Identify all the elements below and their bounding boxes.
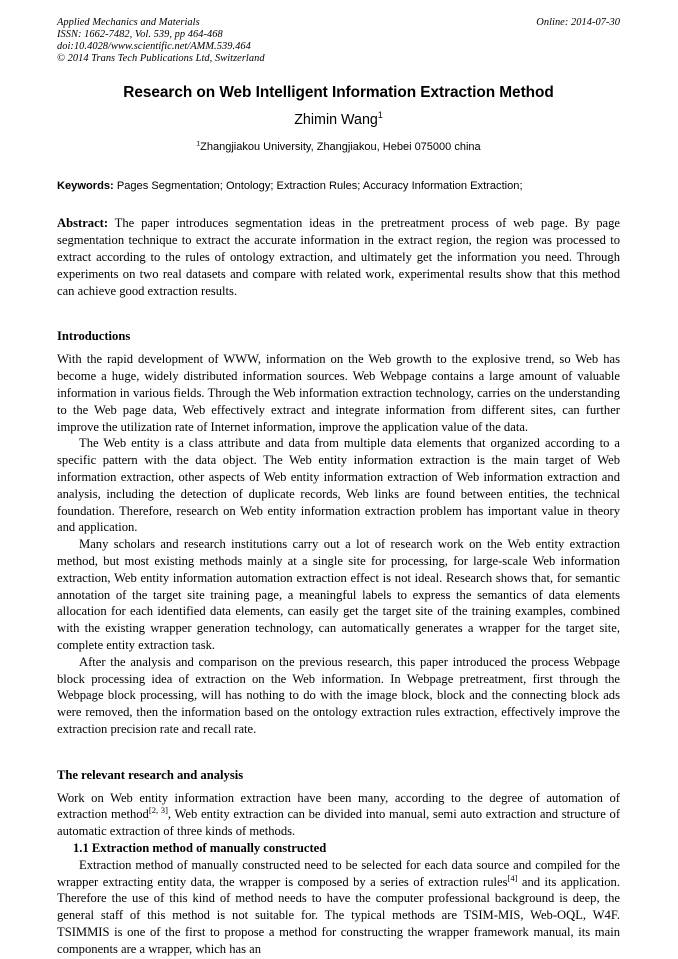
relevant-research-paragraph-1 <box>57 790 620 840</box>
relevant-research-text-b: , Web entity extraction can be divided into manual, semi auto extraction and structure of automatic extraction of three kinds of methods. <box>57 807 621 839</box>
online-date: Online: 2014-07-30 <box>536 17 620 28</box>
author-name: Zhimin Wang <box>294 112 378 129</box>
subsection-1-1-paragraph <box>57 857 620 958</box>
journal-doi-line: doi:10.4028/www.scientific.net/AMM.539.464 <box>57 41 251 53</box>
journal-header <box>57 17 620 65</box>
keywords-text: Pages Segmentation; Ontology; Extraction Rules; Accuracy Information Extraction; <box>116 180 523 193</box>
intro-paragraph-3: Many scholars and research institutions carry out a lot of research work on the Web entity extraction method, but most existing methods mainly at a single site for processing, for large-scale Web information extraction, Web entity information automation extraction effect is not ideal. Research shows that, for semantic annotation of the target site training page, a meaningful labels to express the semantics of data elements allocation for each identified data elements, can easily get the target site of the training examples, combined with the existing wrapper generation technology, can automatically generates a wrapper for the target site, complete entity extraction task. <box>57 537 620 652</box>
intro-paragraph-4: After the analysis and comparison on the previous research, this paper introduced the process Webpage block processing idea of extraction on the Web information. In Webpage pretreatment, first through the Webpage block processing, will has nothing to do with the image block, block and the connecting block ads were removed, then the information based on the ontology extraction rules extraction, effectively improve the extraction precision rate and recall rate. <box>57 654 620 736</box>
journal-name: Applied Mechanics and Materials <box>57 17 200 28</box>
author-line <box>57 112 620 129</box>
affiliation-marker: 1 <box>196 140 201 148</box>
page-title: Research on Web Intelligent Information Extraction Method <box>123 84 554 102</box>
affiliation-line <box>57 140 620 154</box>
citation-ref-4: [4] <box>507 872 518 883</box>
author-affiliation-marker: 1 <box>377 110 383 121</box>
intro-paragraph-2: The Web entity is a class attribute and data from multiple data elements that organized according to a specific pattern with the data object. The Web entity information extraction is the main target of Web information extraction, other aspects of Web entity information extraction of Web information extraction and analysis, including the detection of duplicate records, Web links are found between entities, the technical foundation. Therefore, research on Web entity information extraction problem has important value in theory and application. <box>57 436 620 535</box>
intro-paragraph-1: With the rapid development of WWW, information on the Web growth to the explosive trend, so Web has become a huge, widely distributed information sources. Web Webpage contains a large amount of valuable information in various fields. Through the Web information extraction technology, carries on the understanding to the Web page data, Web effectively extract and integrate information from different sites, can further improve the utilization rate of Internet information, improve the application value of the data. <box>57 352 620 434</box>
affiliation-text: Zhangjiakou University, Zhangjiakou, Hebei 075000 china <box>200 141 481 154</box>
abstract-text: The paper introduces segmentation ideas in the pretreatment process of web page. By page segmentation technique to extract the accurate information in the extract region, the region was processed to extract according to the rules of ontology extraction, and ultimately get the information you need. Through experiments on two real datasets and compare with related work, experimental results show that this method can achieve good extraction results. <box>57 216 620 298</box>
section-heading-relevant-research: The relevant research and analysis <box>57 767 244 782</box>
title-block <box>57 83 620 154</box>
keywords-line <box>57 179 620 193</box>
abstract-label: Abstract: <box>57 216 109 231</box>
abstract-block <box>57 215 620 299</box>
section-heading-introductions: Introductions <box>57 329 131 344</box>
journal-copyright-line: © 2014 Trans Tech Publications Ltd, Switzerland <box>57 53 265 65</box>
subsection-1-1-text-a: Extraction method of manually constructed need to be selected for each data source and compiled for the wrapper extracting entity data, the wrapper is composed by a series of extraction rules <box>57 857 620 889</box>
relevant-research-text-a: Work on Web entity information extraction have been many, according to the degree of automation of extraction method <box>57 790 620 822</box>
subsection-heading-1-1: 1.1 Extraction method of manually constructed <box>73 841 327 856</box>
journal-issn-line: ISSN: 1662-7482, Vol. 539, pp 464-468 <box>57 29 223 41</box>
keywords-label: Keywords: <box>57 180 114 193</box>
citation-ref-2-3: [2, 3] <box>148 805 168 816</box>
subsection-1-1-text-b: and its application. Therefore the use of this kind of method needs to have the computer professional background is deep, the general staff of this method is not suitable for. The typical methods are TSIM-MIS, Web-OQL, W4F. TSIMMIS is one of the first to propose a method for constructing the wrapper framework manual, its main components are a wrapper, which has an <box>57 874 620 956</box>
